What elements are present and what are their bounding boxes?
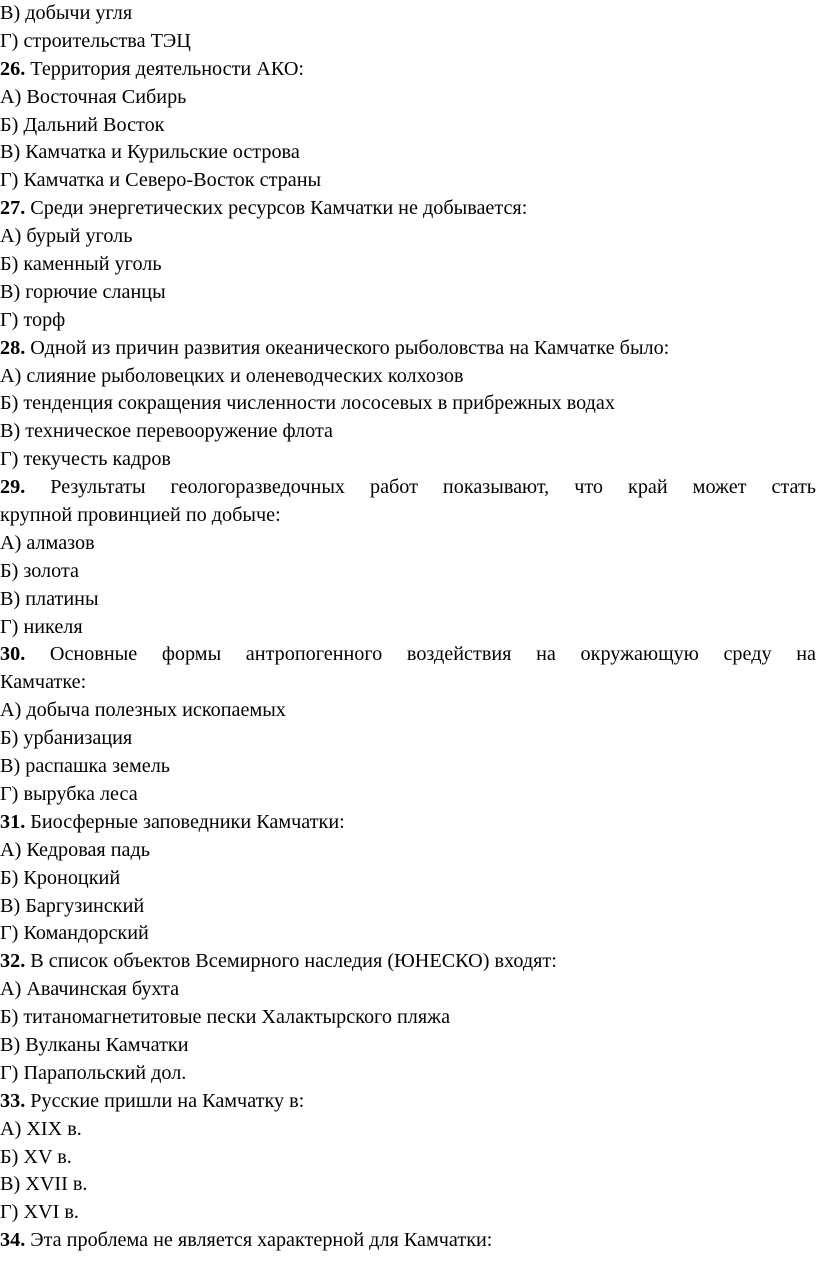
text-line	[0, 586, 816, 614]
text-line	[0, 558, 816, 586]
text-line	[0, 167, 816, 195]
answer-option: Б) тенденция сокращения численности лососевых в прибрежных водах	[0, 392, 615, 415]
answer-option: А) Восточная Сибирь	[0, 85, 187, 108]
answer-option: Г) текучесть кадров	[0, 448, 171, 471]
answer-option: Г) никеля	[0, 615, 83, 638]
text-line	[0, 251, 816, 279]
question-text: Территория деятельности АКО:	[25, 57, 305, 80]
question-text: Русские пришли на Камчатку в:	[25, 1089, 305, 1112]
text-line	[0, 893, 816, 921]
answer-option: А) бурый уголь	[0, 225, 133, 248]
answer-option: В) Вулканы Камчатки	[0, 1033, 189, 1056]
answer-option: Б) Кроноцкий	[0, 866, 121, 889]
answer-option: А) XIX в.	[0, 1117, 82, 1140]
text-line	[0, 614, 816, 642]
text-line	[0, 279, 816, 307]
question-number: 34.	[0, 1229, 26, 1252]
answer-option: Б) титаномагнетитовые пески Халактырского пляжа	[0, 1006, 451, 1029]
text-line	[0, 697, 816, 725]
answer-option: В) техническое перевооружение флота	[0, 420, 333, 443]
text-line	[0, 502, 816, 530]
text-line	[0, 1199, 816, 1227]
question-line	[0, 948, 816, 976]
answer-option: Г) вырубка леса	[0, 782, 138, 805]
answer-option: Г) Командорский	[0, 922, 149, 945]
answer-option: Камчатке:	[0, 671, 87, 694]
text-line	[0, 1116, 816, 1144]
question-line	[0, 56, 816, 84]
text-line	[0, 363, 816, 391]
answer-option: Б) XV в.	[0, 1145, 72, 1168]
answer-option: Б) урбанизация	[0, 727, 133, 750]
text-line	[0, 112, 816, 140]
question-number: 26.	[0, 57, 26, 80]
question-text: Эта проблема не является характерной для Камчатки:	[25, 1229, 493, 1252]
question-line	[0, 1227, 816, 1255]
answer-option: Б) золота	[0, 559, 79, 582]
question-number: 27.	[0, 197, 26, 220]
text-line	[0, 781, 816, 809]
text-line	[0, 753, 816, 781]
text-line	[0, 1144, 816, 1172]
text-line	[0, 223, 816, 251]
answer-option: Г) XVI в.	[0, 1201, 79, 1224]
text-line	[0, 139, 816, 167]
answer-option: А) слияние рыболовецких и оленеводческих колхозов	[0, 364, 464, 387]
text-line	[0, 837, 816, 865]
text-line	[0, 418, 816, 446]
answer-option: В) добычи угля	[0, 2, 133, 24]
question-number: 28.	[0, 336, 26, 359]
text-line	[0, 84, 816, 112]
answer-option: Б) Дальний Восток	[0, 113, 165, 136]
text-line	[0, 307, 816, 335]
answer-option: В) горючие сланцы	[0, 280, 166, 303]
answer-option: Г) Камчатка и Северо-Восток страны	[0, 169, 322, 192]
text-line	[0, 28, 816, 56]
text-line	[0, 669, 816, 697]
question-number: 31.	[0, 810, 26, 833]
question-line	[0, 335, 816, 363]
text-line	[0, 920, 816, 948]
text-line	[0, 1060, 816, 1088]
text-line	[0, 1032, 816, 1060]
answer-option: крупной провинцией по добыче:	[0, 504, 281, 527]
question-line	[0, 641, 816, 669]
question-text: Биосферные заповедники Камчатки:	[25, 810, 345, 833]
answer-option: Г) строительства ТЭЦ	[0, 29, 191, 52]
answer-option: А) добыча полезных ископаемых	[0, 699, 286, 722]
answer-option: В) Баргузинский	[0, 894, 145, 917]
answer-option: А) Кедровая падь	[0, 838, 150, 861]
answer-option: В) платины	[0, 587, 99, 610]
answer-option: Г) Парапольский дол.	[0, 1061, 187, 1084]
text-line	[0, 1004, 816, 1032]
question-text: Основные формы антропогенного воздействия на окружающую среду на	[25, 643, 816, 666]
question-line	[0, 195, 816, 223]
text-line	[0, 0, 816, 28]
text-line	[0, 1171, 816, 1199]
question-text: Одной из причин развития океанического рыболовства на Камчатке было:	[25, 336, 670, 359]
answer-option: В) распашка земель	[0, 755, 171, 778]
text-line	[0, 530, 816, 558]
answer-option: Б) каменный уголь	[0, 253, 162, 276]
question-text: Результаты геологоразведочных работ показывают, что край может стать	[25, 476, 816, 499]
answer-option: А) алмазов	[0, 531, 95, 554]
question-text: В список объектов Всемирного наследия (ЮНЕСКО) входят:	[25, 950, 557, 973]
answer-option: Г) торф	[0, 308, 66, 331]
question-number: 29.	[0, 476, 26, 499]
text-line	[0, 446, 816, 474]
text-line	[0, 865, 816, 893]
answer-option: А) Авачинская бухта	[0, 978, 180, 1001]
question-number: 32.	[0, 950, 26, 973]
answer-option: В) Камчатка и Курильские острова	[0, 141, 300, 164]
question-line	[0, 474, 816, 502]
question-number: 30.	[0, 643, 26, 666]
question-text: Среди энергетических ресурсов Камчатки не добывается:	[25, 197, 528, 220]
question-line	[0, 809, 816, 837]
question-number: 33.	[0, 1089, 26, 1112]
answer-option: В) XVII в.	[0, 1173, 88, 1196]
question-line	[0, 1088, 816, 1116]
text-line	[0, 390, 816, 418]
text-line	[0, 725, 816, 753]
text-line	[0, 976, 816, 1004]
